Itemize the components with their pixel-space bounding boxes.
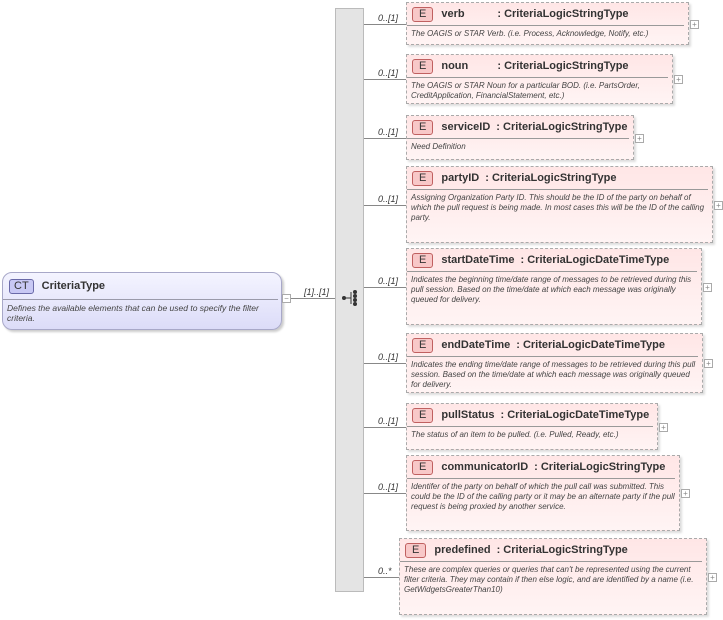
- element-communicatorID[interactable]: [406, 455, 680, 531]
- expand-icon[interactable]: +: [708, 573, 717, 582]
- element-badge: E: [412, 253, 433, 268]
- element-doc: These are complex queries or queries that can't be represented using the current filter criteria. They may contain if then else logic, and are identified by a name (i.e. GetWidgetsGreaterThan10): [404, 565, 694, 594]
- element-partyID[interactable]: [406, 166, 713, 243]
- element-predefined[interactable]: [399, 538, 707, 615]
- connector: [364, 577, 399, 578]
- expand-icon[interactable]: +: [714, 201, 723, 210]
- complex-type-name: CriteriaType: [41, 280, 106, 292]
- multiplicity-label: 0..[1]: [378, 275, 399, 286]
- element-badge: E: [412, 120, 433, 135]
- element-verb[interactable]: [406, 2, 689, 45]
- element-name: pullStatus: [441, 409, 495, 421]
- expand-icon[interactable]: +: [690, 20, 699, 29]
- element-badge: E: [412, 338, 433, 353]
- multiplicity-label: 0..[1]: [378, 415, 399, 426]
- element-type: : CriteriaLogicStringType: [534, 461, 666, 473]
- element-doc: Assigning Organization Party ID. This should be the ID of the party on behalf of which the pull request is being made. In most cases this will be the ID of the calling party.: [411, 193, 705, 222]
- complex-type-badge: CT: [9, 279, 34, 294]
- element-type: : CriteriaLogicDateTimeType: [520, 254, 670, 266]
- element-name: communicatorID: [441, 461, 529, 473]
- multiplicity-label: 0..*: [378, 565, 392, 576]
- connector: [364, 205, 406, 206]
- element-doc: The status of an item to be pulled. (i.e. Pulled, Ready, etc.): [411, 430, 619, 439]
- connector: [364, 493, 406, 494]
- element-badge: E: [412, 59, 433, 74]
- element-name: partyID: [441, 172, 480, 184]
- connector: [291, 298, 335, 299]
- element-name: serviceID: [441, 121, 491, 133]
- element-type: : CriteriaLogicDateTimeType: [516, 339, 665, 351]
- expand-icon[interactable]: +: [681, 489, 690, 498]
- element-type: : CriteriaLogicStringType: [496, 121, 628, 133]
- multiplicity-label: 0..[1]: [378, 193, 399, 204]
- element-badge: E: [405, 543, 426, 558]
- complex-type-doc: Defines the available elements that can be used to specify the filter criteria.: [7, 303, 259, 323]
- element-badge: E: [412, 460, 433, 475]
- multiplicity-label: 0..[1]: [378, 68, 399, 78]
- element-name: verb: [441, 8, 465, 20]
- element-badge: E: [412, 408, 433, 423]
- element-pullStatus[interactable]: [406, 403, 658, 450]
- connector: [364, 427, 406, 428]
- expand-icon[interactable]: +: [704, 359, 713, 368]
- element-badge: E: [412, 171, 433, 186]
- element-name: startDateTime: [441, 254, 515, 266]
- element-name: endDateTime: [441, 339, 511, 351]
- expand-icon[interactable]: +: [659, 423, 668, 432]
- element-doc: Indicates the ending time/date range of messages to be retrieved during this pull session. Based on the time/date at which each message was originally queued for delivery.: [411, 360, 696, 389]
- element-badge: E: [412, 7, 433, 22]
- element-type: : CriteriaLogicStringType: [497, 60, 629, 72]
- element-noun[interactable]: [406, 54, 673, 104]
- element-serviceID[interactable]: [406, 115, 634, 160]
- connector: [364, 79, 406, 80]
- connector: [364, 363, 406, 364]
- element-doc: Identifer of the party on behalf of which the pull call was submitted. This could be the ID of the calling party or it may be an alternate party if the pull request is being proxied by another service.: [411, 482, 675, 511]
- connector: [364, 24, 406, 25]
- complex-type-criteriatype: [2, 272, 282, 330]
- element-doc: The OAGIS or STAR Verb. (i.e. Process, Acknowledge, Notify, etc.): [411, 29, 649, 38]
- element-doc: Need Definition: [411, 142, 466, 151]
- element-type: : CriteriaLogicStringType: [485, 172, 617, 184]
- multiplicity-label: [1]..[1]: [304, 287, 330, 297]
- element-endDateTime[interactable]: [406, 333, 703, 393]
- element-doc: The OAGIS or STAR Noun for a particular BOD. (i.e. PartsOrder, CreditApplication, FinancialStatement, etc.): [411, 81, 640, 100]
- connector: [364, 138, 406, 139]
- connector: [364, 287, 406, 288]
- sequence-icon: [341, 290, 359, 306]
- multiplicity-label: 0..[1]: [378, 12, 399, 23]
- element-type: : CriteriaLogicDateTimeType: [500, 409, 650, 421]
- element-name: predefined: [434, 544, 491, 556]
- expand-icon[interactable]: +: [635, 134, 644, 143]
- multiplicity-label: 0..[1]: [378, 482, 399, 492]
- element-startDateTime[interactable]: [406, 248, 702, 325]
- element-type: : CriteriaLogicStringType: [497, 8, 629, 20]
- element-type: : CriteriaLogicStringType: [496, 544, 628, 556]
- collapse-icon[interactable]: −: [282, 294, 291, 303]
- multiplicity-label: 0..[1]: [378, 352, 399, 362]
- expand-icon[interactable]: +: [703, 283, 712, 292]
- element-name: noun: [441, 60, 469, 72]
- expand-icon[interactable]: +: [674, 75, 683, 84]
- element-doc: Indicates the beginning time/date range of messages to be retrieved during this pull session. Based on the time/date at which each message was originally queued for delivery.: [411, 275, 692, 304]
- multiplicity-label: 0..[1]: [378, 126, 399, 137]
